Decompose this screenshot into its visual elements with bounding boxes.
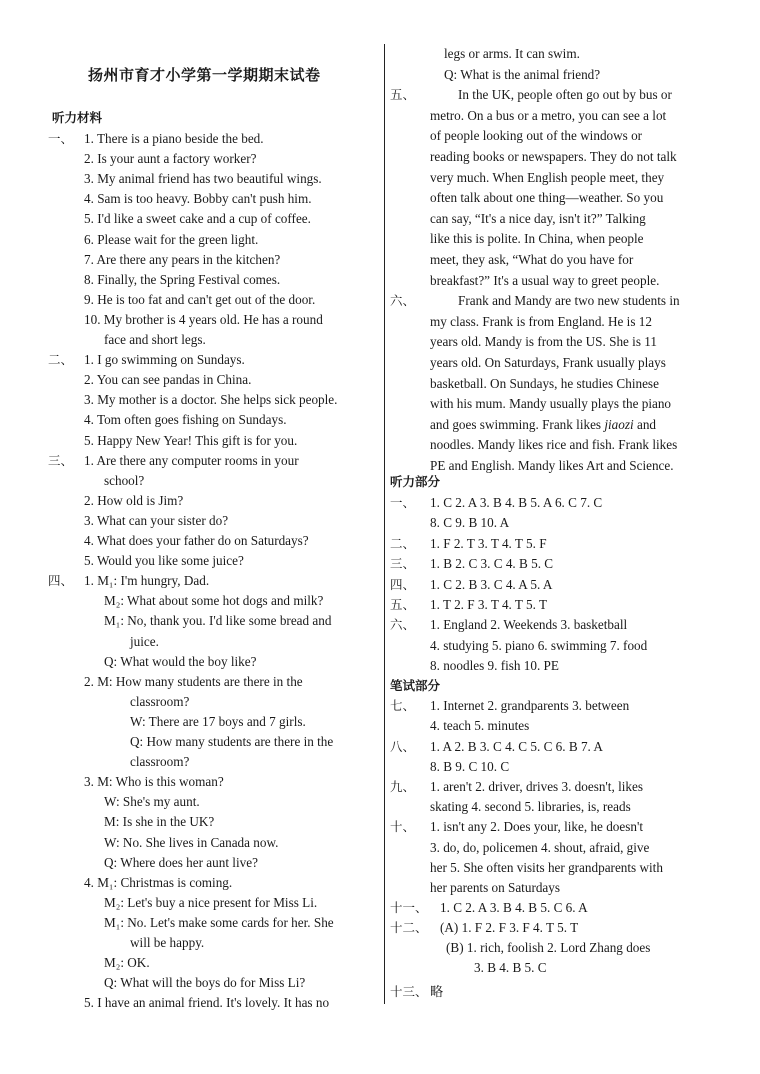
line-text: 2. How old is Jim? bbox=[84, 492, 184, 508]
line-text: 略 bbox=[430, 984, 444, 999]
section-number: 五、 bbox=[390, 597, 416, 612]
line-text: classroom? bbox=[130, 693, 190, 709]
section-number: 三、 bbox=[390, 556, 416, 572]
line-text: my class. Frank is from England. He is 12 bbox=[430, 313, 652, 329]
line-text: 3. My mother is a doctor. She helps sick people. bbox=[84, 392, 338, 408]
line-text: 3. B 4. B 5. C bbox=[474, 960, 547, 975]
line-text: 6. Please wait for the green light. bbox=[84, 231, 259, 247]
section-number: 一、 bbox=[390, 495, 416, 510]
line-text: basketball. On Sundays, he studies Chinese bbox=[430, 375, 659, 391]
line-text: 5. I'd like a sweet cake and a cup of coffee. bbox=[84, 211, 311, 227]
line-text: 9. He is too fat and can't get out of the door. bbox=[84, 291, 316, 307]
line-text: M₂: OK. bbox=[104, 955, 150, 971]
section-number: 二、 bbox=[390, 535, 416, 551]
line-text: Q: What will the boys do for Miss Li? bbox=[104, 975, 306, 991]
section-number: 十三、 bbox=[390, 984, 428, 999]
section-number: 六、 bbox=[390, 617, 416, 633]
line-text: 3. What can your sister do? bbox=[84, 512, 229, 528]
line-text: metro. On a bus or a metro, you can see a lot bbox=[430, 107, 667, 123]
section-number: 六、 bbox=[390, 293, 416, 309]
line-text: 1. isn't any 2. Does your, like, he doesn't bbox=[430, 819, 643, 834]
line-text: 1. C 2. A 3. B 4. B 5. C 6. A bbox=[440, 900, 588, 915]
line-text: 1. F 2. T 3. T 4. T 5. F bbox=[430, 535, 547, 551]
section-heading: 笔试部分 bbox=[390, 678, 441, 693]
line-text: meet, they ask, “What do you have for bbox=[430, 252, 634, 267]
line-text: 7. Are there any pears in the kitchen? bbox=[84, 251, 281, 267]
line-text: Q: Where does her aunt live? bbox=[104, 854, 258, 870]
line-text: skating 4. second 5. libraries, is, reads bbox=[430, 799, 631, 814]
line-text: 8. C 9. B 10. A bbox=[430, 515, 510, 531]
page-title: 扬州市育才小学第一学期期末试卷 bbox=[88, 66, 321, 84]
line-text: 8. B 9. C 10. C bbox=[430, 759, 510, 774]
section-number: 九、 bbox=[390, 779, 416, 794]
line-text: 1. A 2. B 3. C 4. C 5. C 6. B 7. A bbox=[430, 739, 603, 754]
line-text: W: No. She lives in Canada now. bbox=[104, 834, 279, 850]
line-text: 1. Are there any computer rooms in your bbox=[84, 452, 299, 468]
line-text: breakfast?” It's a usual way to greet people. bbox=[430, 272, 660, 288]
line-text: Q: How many students are there in the bbox=[130, 734, 334, 749]
section-number: 十一、 bbox=[390, 900, 428, 915]
line-text: and goes swimming. Frank likes jiaozi and bbox=[430, 416, 657, 432]
line-text: M₁: No. Let's make some cards for her. She bbox=[104, 914, 334, 930]
line-text: 1. C 2. B 3. C 4. A 5. A bbox=[430, 576, 553, 592]
line-text: 4. teach 5. minutes bbox=[430, 718, 530, 733]
section-number: 五、 bbox=[390, 87, 416, 103]
line-text: 1. B 2. C 3. C 4. B 5. C bbox=[430, 556, 554, 572]
line-text: (B) 1. rich, foolish 2. Lord Zhang does bbox=[446, 940, 651, 955]
line-text: 4. M₁: Christmas is coming. bbox=[84, 874, 233, 890]
line-text: 5. I have an animal friend. It's lovely. It has no bbox=[84, 995, 330, 1011]
line-text: 1. T 2. F 3. T 4. T 5. T bbox=[430, 597, 548, 612]
line-text: M₂: Let's buy a nice present for Miss Li. bbox=[104, 894, 318, 910]
line-text: Q: What is the animal friend? bbox=[444, 66, 601, 82]
line-text: can say, “It's a nice day, isn't it?” Talking bbox=[430, 210, 646, 226]
section-number: 四、 bbox=[390, 576, 416, 592]
line-text: 8. noodles 9. fish 10. PE bbox=[430, 658, 559, 674]
line-text: 1. aren't 2. driver, drives 3. doesn't, likes bbox=[430, 779, 643, 794]
line-text: M₂: What about some hot dogs and milk? bbox=[104, 593, 324, 609]
line-text: 1. M₁: I'm hungry, Dad. bbox=[84, 573, 210, 589]
line-text: 5. Happy New Year! This gift is for you. bbox=[84, 432, 298, 448]
line-text: school? bbox=[104, 472, 145, 488]
section-number: 十二、 bbox=[390, 920, 428, 935]
section-number: 二、 bbox=[48, 352, 74, 368]
section-number: 八、 bbox=[390, 739, 416, 754]
line-text: like this is polite. In China, when people bbox=[430, 231, 644, 247]
line-text: 4. Sam is too heavy. Bobby can't push him. bbox=[84, 191, 312, 207]
line-text: 8. Finally, the Spring Festival comes. bbox=[84, 271, 281, 287]
line-text: classroom? bbox=[130, 754, 190, 770]
line-text: M: Is she in the UK? bbox=[104, 814, 215, 830]
line-text: 3. do, do, policemen 4. shout, afraid, give bbox=[430, 840, 650, 855]
line-text: 5. Would you like some juice? bbox=[84, 553, 244, 569]
line-text: her 5. She often visits her grandparents with bbox=[430, 860, 663, 875]
line-text: (A) 1. F 2. F 3. F 4. T 5. T bbox=[440, 920, 579, 935]
section-number: 七、 bbox=[390, 698, 416, 713]
line-text: juice. bbox=[130, 633, 159, 649]
section-heading: 听力部分 bbox=[390, 474, 441, 489]
line-text: with his mum. Mandy usually plays the piano bbox=[430, 396, 672, 412]
line-text: 10. My brother is 4 years old. He has a round bbox=[84, 311, 323, 327]
line-text: M₁: No, thank you. I'd like some bread and bbox=[104, 613, 332, 629]
line-text: her parents on Saturdays bbox=[430, 880, 561, 895]
line-text: 4. studying 5. piano 6. swimming 7. food bbox=[430, 637, 648, 653]
line-text: 4. Tom often goes fishing on Sundays. bbox=[84, 412, 287, 428]
line-text: years old. Mandy is from the US. She is 11 bbox=[430, 334, 657, 350]
line-text: 1. I go swimming on Sundays. bbox=[84, 352, 245, 368]
line-text: of people looking out of the windows or bbox=[430, 128, 643, 144]
line-text: 1. Internet 2. grandparents 3. between bbox=[430, 698, 630, 713]
line-text: reading books or newspapers. They do not talk bbox=[430, 149, 677, 164]
line-text: years old. On Saturdays, Frank usually plays bbox=[430, 355, 666, 370]
section-number: 三、 bbox=[48, 452, 74, 468]
line-text: Frank and Mandy are two new students in bbox=[458, 293, 680, 309]
section-number: 十、 bbox=[390, 819, 416, 834]
line-text: will be happy. bbox=[130, 935, 205, 950]
section-number: 一、 bbox=[48, 131, 74, 146]
column-divider bbox=[384, 44, 385, 1004]
line-text: 1. England 2. Weekends 3. basketball bbox=[430, 617, 628, 633]
section-number: 四、 bbox=[48, 573, 74, 589]
line-text: 3. My animal friend has two beautiful wings. bbox=[84, 171, 322, 187]
line-text: 2. You can see pandas in China. bbox=[84, 372, 252, 388]
line-text: PE and English. Mandy likes Art and Science. bbox=[430, 458, 674, 473]
line-text: very much. When English people meet, they bbox=[430, 169, 665, 185]
line-text: 1. C 2. A 3. B 4. B 5. A 6. C 7. C bbox=[430, 495, 603, 510]
line-text: Q: What would the boy like? bbox=[104, 653, 257, 669]
line-text: 4. What does your father do on Saturdays? bbox=[84, 533, 309, 548]
line-text: face and short legs. bbox=[104, 332, 206, 347]
line-text: W: There are 17 boys and 7 girls. bbox=[130, 713, 306, 729]
line-text: legs or arms. It can swim. bbox=[444, 46, 580, 61]
line-text: 2. Is your aunt a factory worker? bbox=[84, 151, 257, 167]
line-text: In the UK, people often go out by bus or bbox=[458, 87, 672, 103]
section-heading: 听力材料 bbox=[52, 110, 103, 125]
line-text: W: She's my aunt. bbox=[104, 794, 200, 810]
line-text: noodles. Mandy likes rice and fish. Frank likes bbox=[430, 437, 678, 453]
line-text: often talk about one thing—weather. So you bbox=[430, 190, 664, 206]
line-text: 2. M: How many students are there in the bbox=[84, 673, 303, 689]
line-text: 1. There is a piano beside the bed. bbox=[84, 131, 264, 146]
line-text: 3. M: Who is this woman? bbox=[84, 774, 224, 790]
